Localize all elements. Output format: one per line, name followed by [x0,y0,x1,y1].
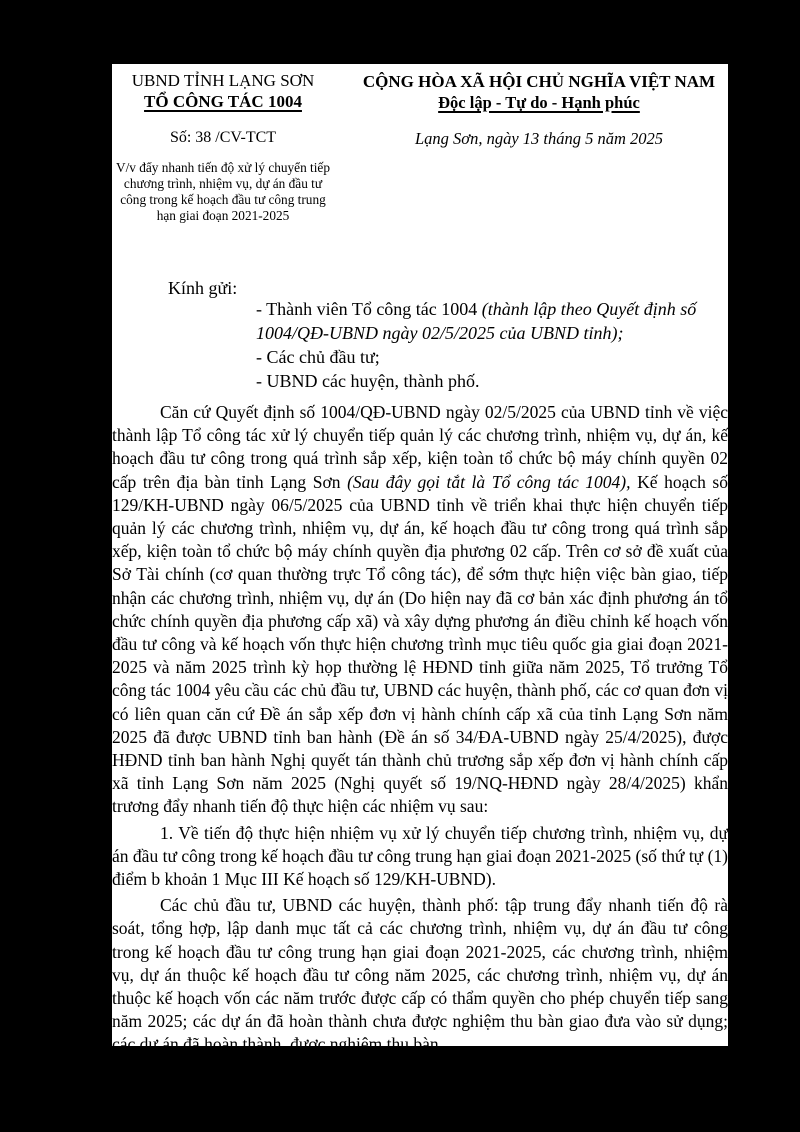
issuer-block [112,70,334,224]
recipient-item [256,297,726,345]
section-heading: 1. Về tiến độ thực hiện nhiệm vụ xử lý chuyển tiếp chương trình, nhiệm vụ, dự án đầu tư công trong kế hoạch đầu tư công trung hạn giai đoạn 2021-2025 (số thứ tự (1) điểm b khoản 1 Mục III Kế hoạch số 129/KH-UBND). [112,822,728,890]
place-date: Lạng Sơn, ngày 13 tháng 5 năm 2025 [414,129,664,148]
document-body [112,401,728,1060]
body-paragraph: Các chủ đầu tư, UBND các huyện, thành phố: tập trung đẩy nhanh tiến độ rà soát, tổng hợp, lập danh mục tất cả các chương trình, nhiệm vụ, dự án đầu tư công trong kế hoạch đầu tư công trung hạn giai đoạn 2021-2025, các chương trình, nhiệm vụ, dự án thuộc kế hoạch đầu tư công năm 2025, các chương trình, nhiệm vụ, dự án thuộc kế hoạch vốn các năm trước được cấp có thẩm quyền cho phép chuyển tiếp sang năm 2025; các dự án đã hoàn thành chưa được nghiệm thu bàn giao đưa vào sử dụng; các dự án đã hoàn thành, được nghiệm thu bàn [112,895,728,1055]
recipient-text: - Thành viên Tổ công tác 1004 [256,299,482,319]
document-subject: V/v đẩy nhanh tiến độ xử lý chuyển tiếp chương trình, nhiệm vụ, dự án đầu tư công trong kế hoạch đầu tư công trung hạn giai đoạn 2021-2025 [115,160,330,223]
recipients-label: Kính gửi: [168,278,238,298]
recipient-note: (thành lập theo Quyết định số 1004/QĐ-UBND ngày 02/5/2025 của UBND tỉnh); [256,299,697,343]
paragraph-text: Kế hoạch số 129/KH-UBND ngày 06/5/2025 của UBND tỉnh về triển khai thực hiện chuyển tiếp quản lý các chương trình, nhiệm vụ, dự án, kế hoạch đầu tư công trong quá trình sắp xếp, kiện toàn tổ chức bộ máy chính quyền địa phương 02 cấp. Trên cơ sở đề xuất của Sở Tài chính (cơ quan thường trực Tổ công tác), để sớm thực hiện việc bàn giao, tiếp nhận các chương trình, nhiệm vụ, dự án (Do hiện nay đã cơ bản xác định phương án tổ chức chính quyền địa phương cấp xã) và xây dựng phương án điều chỉnh kế hoạch vốn đầu tư công và kế hoạch vốn thực hiện chương trình mục tiêu quốc gia giai đoạn 2021-2025 và năm 2025 trình kỳ họp thường lệ HĐND tỉnh giữa năm 2025, Tổ trưởng Tổ công tác 1004 yêu cầu các chủ đầu tư, UBND các huyện, thành phố, các cơ quan đơn vị có liên quan căn cứ Đề án sắp xếp đơn vị hành chính cấp xã của tỉnh Lạng Sơn năm 2025 đã được UBND tỉnh ban hành (Đề án số 34/ĐA-UBND ngày 25/4/2025), được HĐND tỉnh ban hành Nghị quyết tán thành chủ trương sắp xếp đơn vị hành chính cấp xã tỉnh Lạng Sơn năm 2025 (Nghị quyết số 19/NQ-HĐND ngày 28/4/2025) khẩn trương đẩy nhanh tiến độ thực hiện các nhiệm vụ sau: [112,471,728,817]
paragraph-italic-note: (Sau đây gọi tắt là Tổ công tác 1004), [347,471,631,492]
paragraph-text: Căn cứ Quyết định số 1004/QĐ-UBND ngày 02/5/2025 của UBND tỉnh về việc thành lập Tổ công tác xử lý chuyển tiếp quản lý các chương trình, nhiệm vụ, dự án, kế hoạch đầu tư công trong quá trình sắp xếp, kiện toàn tổ chức bộ máy chính quyền 02 cấp trên địa bàn tỉnh Lạng Sơn [112,402,728,492]
national-title: CỘNG HÒA XÃ HỘI CHỦ NGHĨA VIỆT NAM [362,72,716,91]
national-motto: Độc lập - Tự do - Hạnh phúc [438,93,640,112]
body-paragraph [112,401,728,819]
issuer-parent-org: UBND TỈNH LẠNG SƠN [131,71,315,90]
national-header [350,72,728,149]
recipients-list [256,297,726,393]
recipient-item: - UBND các huyện, thành phố. [256,371,480,391]
document-number: Số: 38 /CV-TCT [169,129,277,146]
recipient-item: - Các chủ đầu tư; [256,347,380,367]
issuer-org: TỔ CÔNG TÁC 1004 [144,92,302,111]
